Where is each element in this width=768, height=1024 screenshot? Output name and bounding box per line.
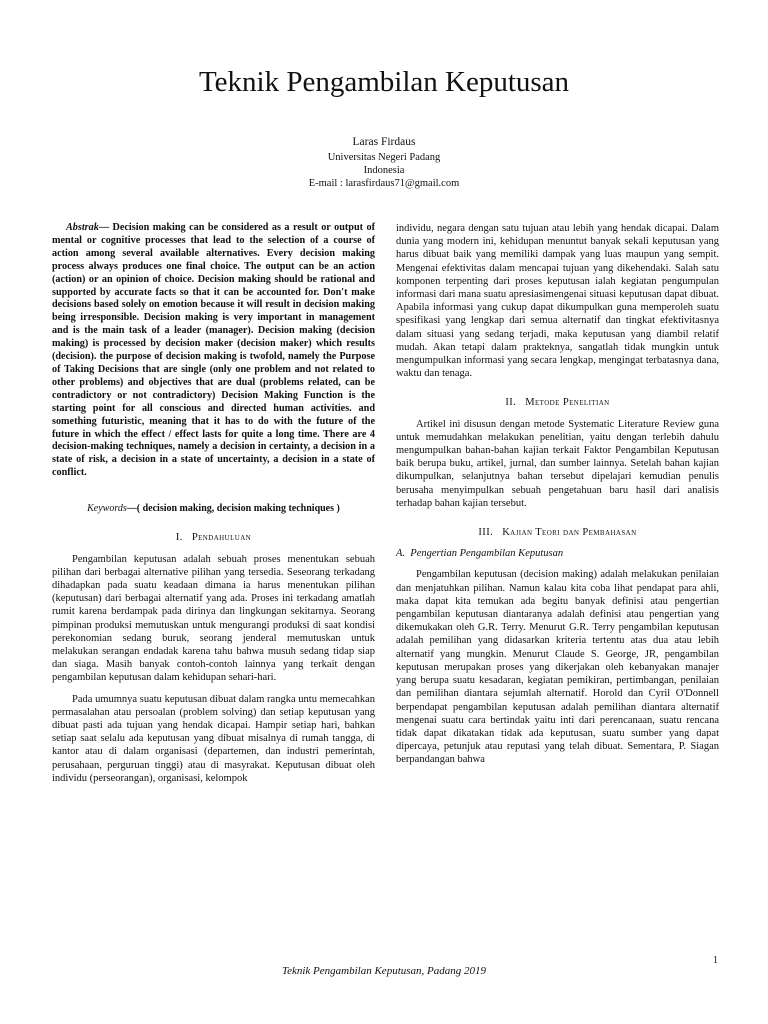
author-country: Indonesia [363, 165, 405, 176]
right-column [396, 222, 719, 767]
abstract-dash: — [98, 222, 110, 233]
subsection-heading-pengertian: A. Pengertian Pengambilan Keputusan [396, 548, 564, 560]
paper-title: Teknik Pengambilan Keputusan [198, 66, 570, 98]
section-heading-kajian: III. Kajian Teori dan Pembahasan [478, 527, 637, 539]
pendahuluan-paragraph-3: individu, negara dengan satu tujuan atau lebih yang hendak dicapai. Dalam dunia yang modern ini, kehidupan menuntut banyak sekali keputusan yang harus dibuat baik yang memiliki dampak yang luas maupun yang sempit. Mengenai efektivitas dalam mencapai tujuan yang dikehendaki. Salah satu komponen terpenting dari proses keputusan ialah kegiatan pengumpulan informasi dari mana suatu apresiasimengenai situasi keputusan dapat dibuat. Apabila informasi yang cukup dapat dikumpulkan guna memperoleh suatu spesifikasi yang lengkap dari semua alternatif dan tingkat efektivitasnya dalam situasi yang sedang terjadi, maka keputusan yang diambil relatif mudah. Akan tetapi dalam prakteknya, sangatlah tidak mungkin untuk mengumpulkan informasi yang secara lengkap, mengingat terbatasnya dana, waktu dan tenaga. [396, 223, 719, 380]
abstract-lead: Abstrak [66, 222, 99, 233]
section-heading-pendahuluan: I. Pendahuluan [175, 532, 252, 544]
abstract-text: Decision making can be considered as a result or output of mental or cognitive processes that lead to the selection of a course of action among several available alternatives. Every decision making process always produces one final choice. The output can be an action (action) or an opinion of choice. Decision making should be rational and supported by accurate facts so that it can be accounted for. Don't make decisions based solely on emotion because it will result in decision making being irresponsible. Decision making is very important in management and is the main task of a leader (manager). Decision making (decision making) is processed by decision maker (decision maker) which results (decision). the purpose of decision making is twofold, namely the Purpose of Taking Decisions that are single (only one problem and not related to other problems) and objectives that are dual (problems related, can be contradictory or not contradictory) Decision Making Function is the starting point for all conscious and directed human activities. and something futuristic, meaning that it has to do with the future of the future in which the effect / effect lasts for quite a long time. There are 4 decision-making techniques, namely a decision in certainty, a decision in a state of risk, a decision in a state of uncertainty, a decision in a state of conflict. [52, 222, 375, 479]
page-number: 1 [713, 955, 718, 966]
keywords [52, 502, 375, 515]
pendahuluan-paragraph-2: Pada umumnya suatu keputusan dibuat dalam rangka untu memecahkan permasalahan atau persoalan (problem solving) dan setiap keputusan yang dibuat pasti ada tujuan yang hendak dicapai. Hampir setiap hari, bahkan setiap saat selalu ada keputusan yang dibuat misalnya di rumah tangga, di kantor atau di dalam organisasi (departemen, dan industri pemerintah, perusahaan, perguruan tinggi) atau di masyrakat. Keputusan dibuat oleh individu (perseorangan), organisasi, kelompok [52, 693, 375, 784]
pendahuluan-paragraph-1: Pengambilan keputusan adalah sebuah proses menentukan sebuah pilihan dari berbagai alternative pilihan yang tersedia. Seseorang terkadang dihadapkan pada suatu keadaan dimana ia harus menentukan pilihan (keputusan) dari berbagai alternatif yang ada. Proses ini terkadang amatlah rumit karena berdampak pada dirinya dan lingkungan sekitarnya. Seorang pimpinan produksi memutuskan untuk mengurangi produksi di saat kondisi perekonomian sedang buruk, seorang jenderal memutuskan untuk melakukan serangan endadak karena tahu bahwa musuh sedang tidap siap dan siaga. Masih banyak contoh-contoh lainnya yang terkait dengan pengambilan keputusan dalam kehidupan sehari-hari. [52, 553, 375, 684]
kajian-paragraph-1: Pengambilan keputusan (decision making) adalah melakukan penilaian dan menjatuhkan pilihan. Namun kalau kita coba lihat pendapat para ahli, maka dapat kita temukan ada begitu banyak definisi atau pengertian pengambilan keputusan diantaranya adalah definisi atau pengertian yang dikemukakan oleh G.R. Terry. Menurut G.R. Terry pengambilan keputusan adalah pemilihan yang didasarkan kriteria tertentu atas dua atau lebih alternatif yang mungkin. Menurut Claude S. George, JR, pengambilan keputusan merupakan proses yang dikerjakan oleh kebanyakan manajer yang berupa suatu kesadaran, kegiatan pemikiran, pertimbangan, penilaian dan pemilihan diantara sejumlah alternatif. Horold dan Cyril O'Donnell berpendapat pengambilan keputusan adalah pemilihan diantara alternatif mengenai suatu cara bertindak yaitu inti dari perencanaan, suatu rencana tidak dapat dikatakan tidak ada keputusan, suatu sumber yang dapat dipercaya, petunjuk atau reputasi yang telah dibuat. Sementara, P. Siagan berpandangan bahwa [396, 569, 719, 766]
metode-paragraph-1: Artikel ini disusun dengan metode Systematic Literature Review guna untuk memudahkan melakukan penelitian, yaitu dengan terlebih dahulu mengumpulkan bahan-bahan kajian terkait Faktor Pengambilan Keputusan baik berupa buku, artikel, jurnal, dan sumber lainnya. Setelah bahan kajian dikumpulkan, selanjutnya bahan tersebut dipelajari kemudian penulis berusaha menyimpulkan sebuah pengetahuan baru hasil dari analisis terhadap bahan kajian tersebut. [396, 418, 719, 509]
keywords-lead: Keywords [87, 503, 127, 515]
abstract [52, 222, 375, 480]
author-affiliation: Universitas Negeri Padang [327, 152, 441, 163]
page-footer: Teknik Pengambilan Keputusan, Padang 2019 [282, 965, 486, 977]
left-column [52, 222, 375, 785]
keywords-text: —( decision making, decision making techniques ) [126, 503, 340, 515]
author-block [0, 136, 768, 190]
author-name: Laras Firdaus [352, 136, 416, 148]
author-email: E-mail : larasfirdaus71@gmail.com [308, 178, 460, 189]
section-heading-metode: II. Metode Penelitian [505, 397, 610, 409]
